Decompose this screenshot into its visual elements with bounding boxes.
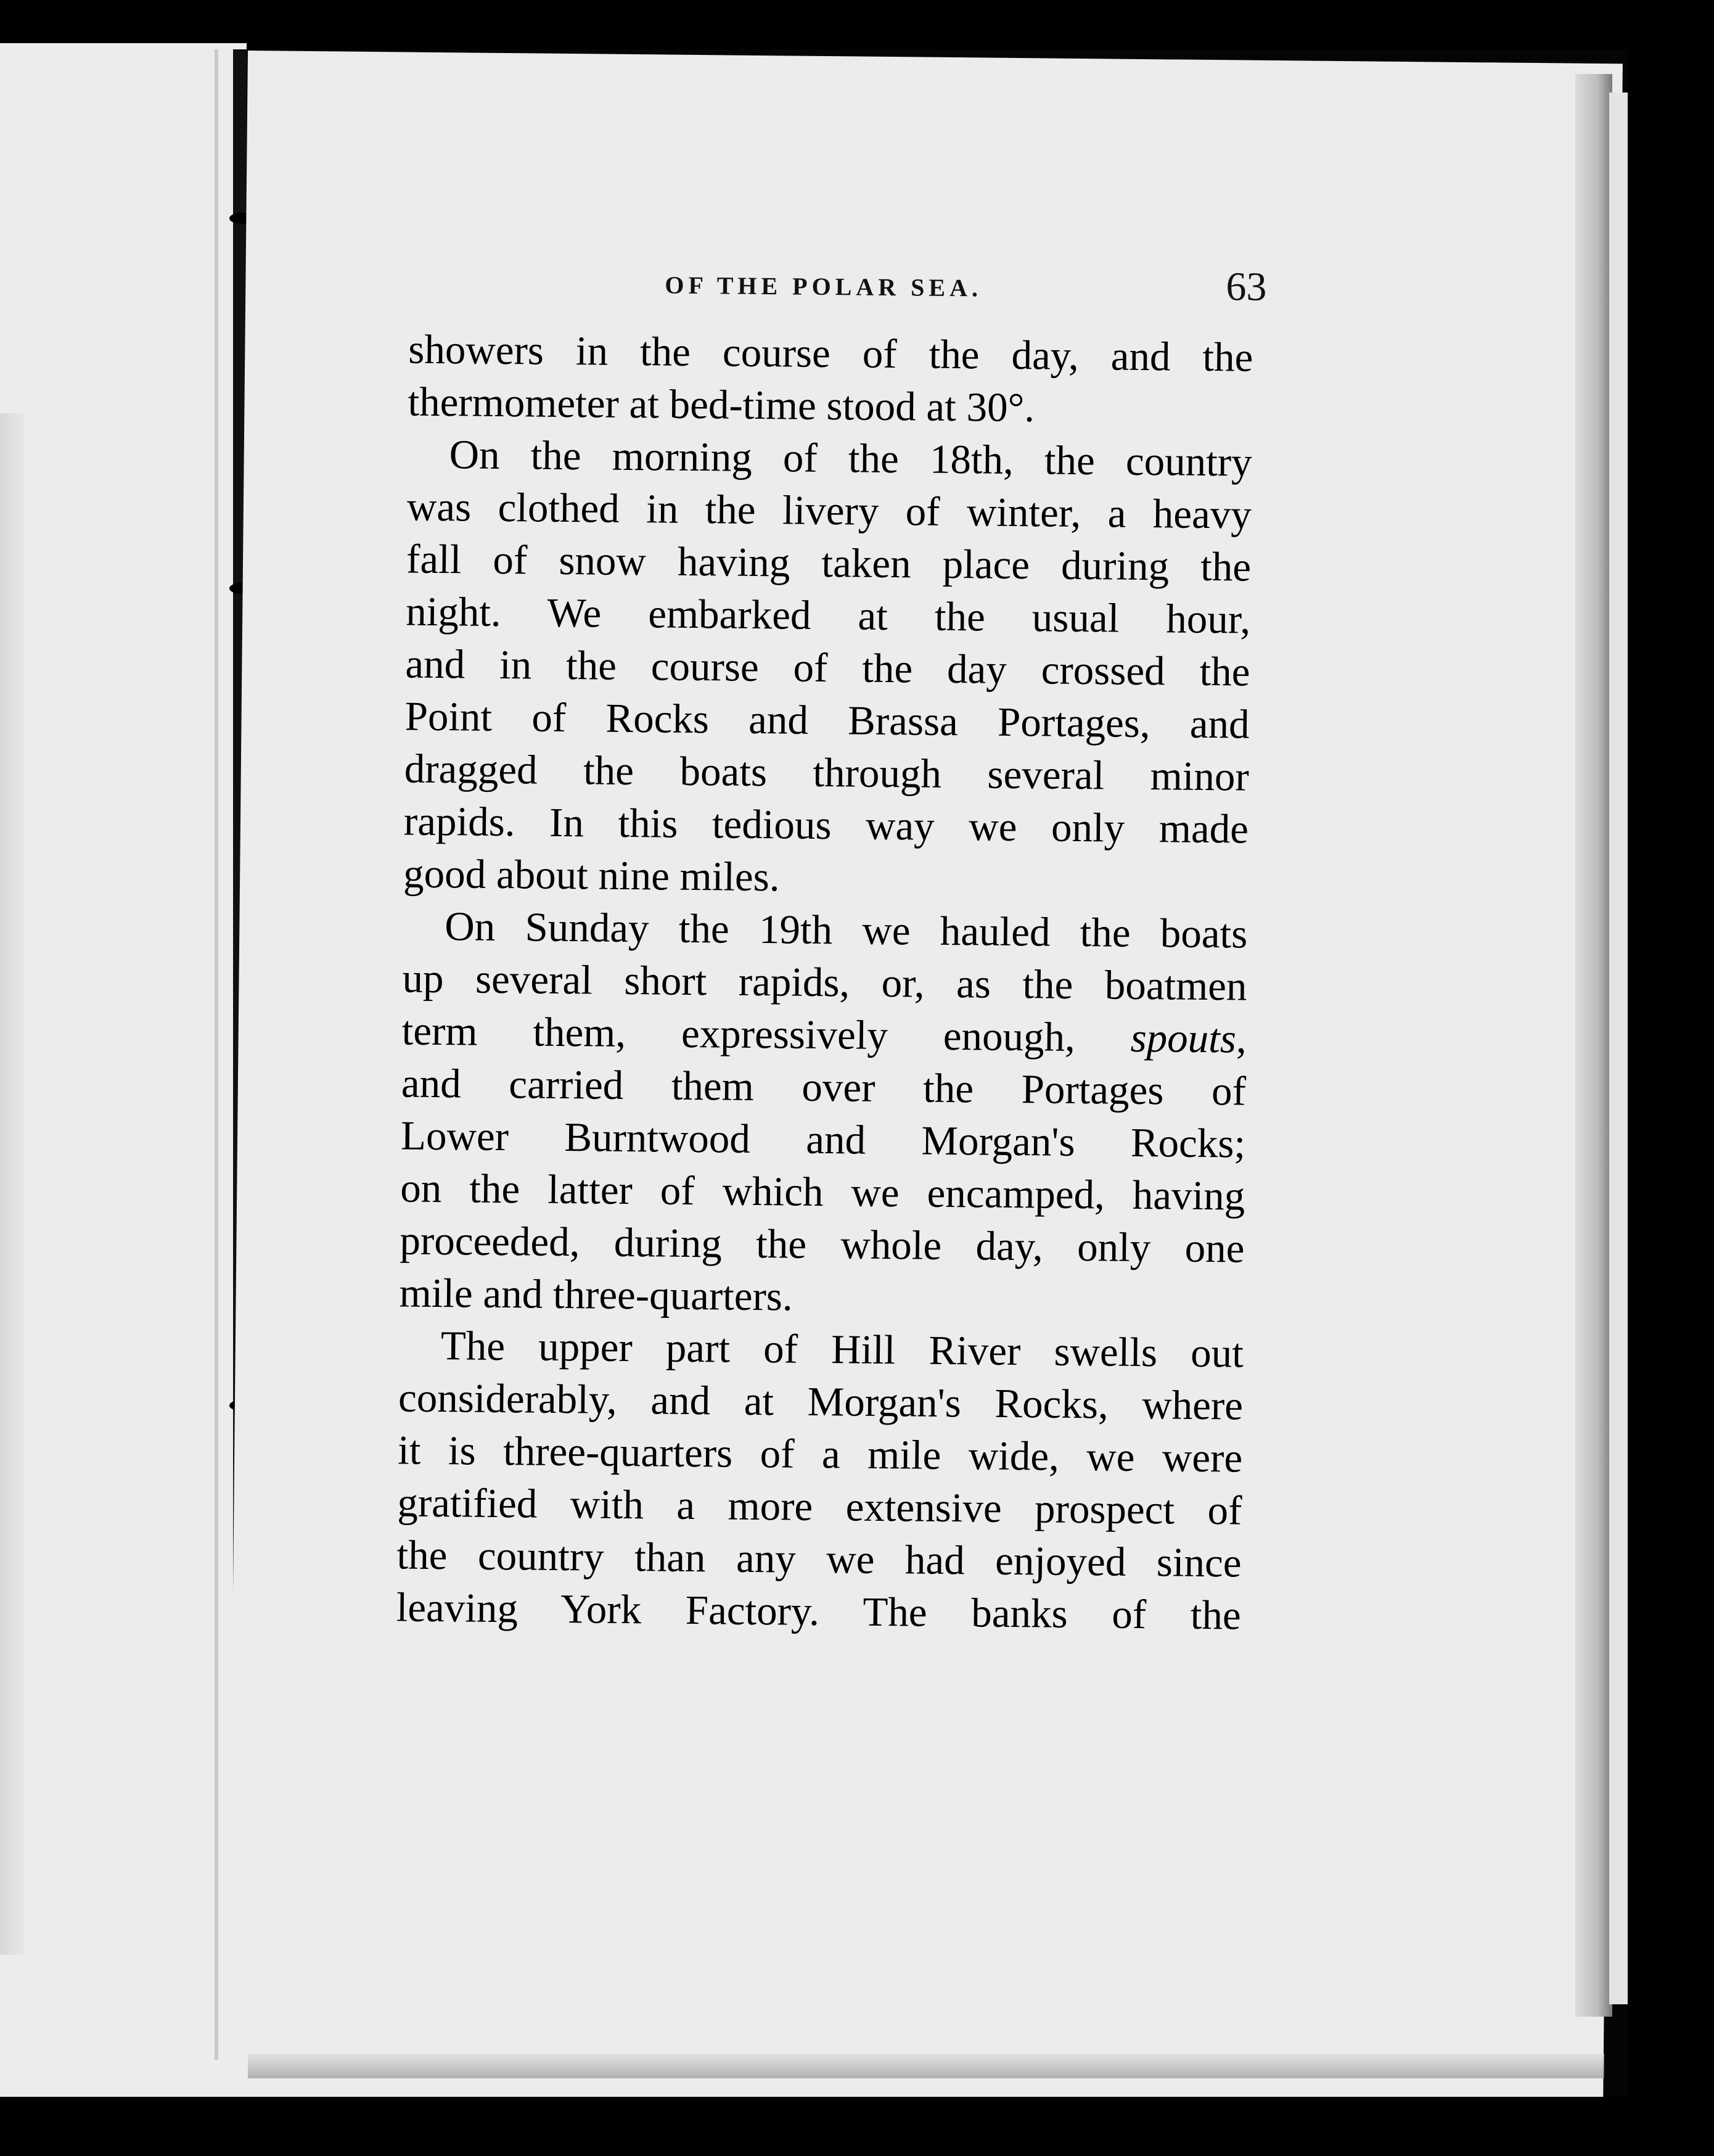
- page-bottom-shadow: [248, 2054, 1604, 2078]
- text-line: thermometer at bed-time stood at 30°.: [408, 379, 1035, 431]
- facing-page-bleed: [0, 413, 25, 1955]
- text-line: considerably, and at Morgan's Rocks, where: [398, 1375, 1244, 1429]
- text-line: it is three-quarters of a mile wide, we were: [397, 1427, 1243, 1481]
- text-line: up several short rapids, or, as the boatmen: [402, 955, 1247, 1010]
- text-line: leaving York Factory. The banks of the: [396, 1584, 1242, 1639]
- text-line: and carried them over the Portages of: [401, 1060, 1247, 1114]
- page-fore-edge: [1575, 74, 1612, 2017]
- text-line-with-italic: [401, 1005, 1247, 1065]
- book-page: [228, 51, 1623, 2111]
- body-text: [396, 324, 1253, 1642]
- text-line: was clothed in the livery of winter, a heavy: [406, 483, 1252, 538]
- scan-border-right: [1628, 0, 1714, 2156]
- text-line: good about nine miles.: [403, 850, 780, 900]
- text-line: night. We embarked at the usual hour,: [405, 588, 1251, 643]
- text-line: Point of Rocks and Brassa Portages, and: [404, 693, 1250, 747]
- text-line: On Sunday the 19th we hauled the boats: [445, 903, 1248, 957]
- text-line: on the latter of which we encamped, having: [400, 1165, 1245, 1219]
- scan-border-top: [0, 0, 1714, 49]
- scan-border-bottom: [0, 2097, 1714, 2156]
- text-line: The upper part of Hill River swells out: [440, 1323, 1244, 1376]
- text-line: proceeded, during the whole day, only one: [400, 1217, 1245, 1272]
- text-line: On the morning of the 18th, the country: [449, 432, 1253, 485]
- text-line: fall of snow having taken place during the: [406, 536, 1252, 590]
- text-line: dragged the boats through several minor: [404, 746, 1250, 800]
- page-number: 63: [1226, 264, 1267, 310]
- text-run: term them, expressively enough,: [401, 1008, 1131, 1061]
- facing-page-left: [0, 43, 247, 2097]
- italic-term: spouts: [1130, 1014, 1237, 1062]
- text-line: showers in the course of the day, and the: [408, 326, 1253, 381]
- running-head: OF THE POLAR SEA.: [665, 271, 983, 302]
- page-fore-edge-inner: [1609, 93, 1628, 2004]
- text-run: ,: [1236, 1016, 1247, 1062]
- text-line: the country than any we had enjoyed since: [396, 1532, 1242, 1586]
- text-line: rapids. In this tedious way we only made: [403, 798, 1249, 852]
- text-line: gratified with a more extensive prospect of: [397, 1479, 1242, 1534]
- text-line: Lower Burntwood and Morgan's Rocks;: [400, 1113, 1246, 1167]
- text-line: and in the course of the day crossed the: [405, 641, 1250, 695]
- text-line: mile and three-quarters.: [399, 1270, 793, 1320]
- facing-page-edge: [215, 49, 218, 2060]
